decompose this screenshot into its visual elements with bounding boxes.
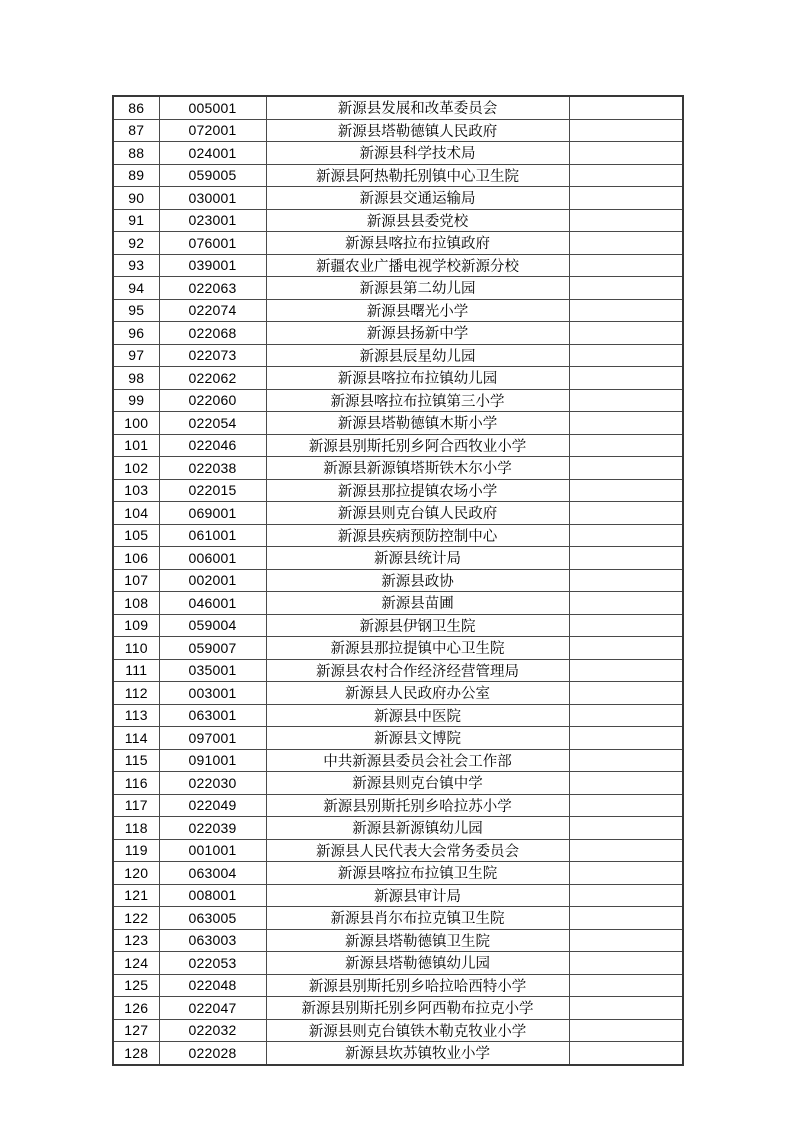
table-row	[113, 524, 683, 547]
blank-cell	[569, 704, 683, 727]
table-row	[113, 749, 683, 772]
blank-cell	[569, 929, 683, 952]
unit-code-cell: 005001	[159, 96, 266, 119]
blank-cell	[569, 254, 683, 277]
blank-cell	[569, 344, 683, 367]
blank-cell	[569, 907, 683, 930]
table-row	[113, 704, 683, 727]
unit-code-cell: 076001	[159, 232, 266, 255]
row-number-cell: 106	[113, 547, 159, 570]
blank-cell	[569, 1019, 683, 1042]
blank-cell	[569, 839, 683, 862]
blank-cell	[569, 592, 683, 615]
table-row	[113, 772, 683, 795]
table-row	[113, 389, 683, 412]
unit-code-cell: 069001	[159, 502, 266, 525]
unit-name-cell: 新源县辰星幼儿园	[266, 344, 569, 367]
unit-code-cell: 022038	[159, 457, 266, 480]
row-number-cell: 125	[113, 974, 159, 997]
blank-cell	[569, 164, 683, 187]
unit-code-cell: 039001	[159, 254, 266, 277]
row-number-cell: 128	[113, 1042, 159, 1065]
blank-cell	[569, 142, 683, 165]
unit-code-cell: 022049	[159, 794, 266, 817]
unit-code-cell: 022054	[159, 412, 266, 435]
table-row	[113, 479, 683, 502]
blank-cell	[569, 637, 683, 660]
table-row	[113, 1019, 683, 1042]
unit-code-cell: 063004	[159, 862, 266, 885]
unit-name-cell: 新源县第二幼儿园	[266, 277, 569, 300]
unit-name-cell: 新源县塔勒德镇人民政府	[266, 119, 569, 142]
row-number-cell: 109	[113, 614, 159, 637]
blank-cell	[569, 659, 683, 682]
unit-code-cell: 022030	[159, 772, 266, 795]
unit-name-cell: 新源县疾病预防控制中心	[266, 524, 569, 547]
unit-name-cell: 新源县则克台镇铁木勒克牧业小学	[266, 1019, 569, 1042]
table-row	[113, 929, 683, 952]
unit-code-cell: 001001	[159, 839, 266, 862]
blank-cell	[569, 772, 683, 795]
blank-cell	[569, 412, 683, 435]
unit-name-cell: 新源县审计局	[266, 884, 569, 907]
unit-code-cell: 046001	[159, 592, 266, 615]
table-row	[113, 344, 683, 367]
row-number-cell: 90	[113, 187, 159, 210]
unit-name-cell: 新源县农村合作经济经营管理局	[266, 659, 569, 682]
table-row	[113, 142, 683, 165]
row-number-cell: 94	[113, 277, 159, 300]
row-number-cell: 108	[113, 592, 159, 615]
unit-name-cell: 新源县苗圃	[266, 592, 569, 615]
unit-code-cell: 035001	[159, 659, 266, 682]
unit-name-cell: 新源县交通运输局	[266, 187, 569, 210]
table-row	[113, 682, 683, 705]
unit-code-cell: 022063	[159, 277, 266, 300]
table-row	[113, 592, 683, 615]
row-number-cell: 124	[113, 952, 159, 975]
table-row	[113, 187, 683, 210]
blank-cell	[569, 727, 683, 750]
table-row	[113, 1042, 683, 1065]
table-row	[113, 637, 683, 660]
row-number-cell: 105	[113, 524, 159, 547]
unit-name-cell: 新源县则克台镇人民政府	[266, 502, 569, 525]
row-number-cell: 87	[113, 119, 159, 142]
table-row	[113, 907, 683, 930]
unit-code-cell: 063005	[159, 907, 266, 930]
unit-code-cell: 097001	[159, 727, 266, 750]
row-number-cell: 121	[113, 884, 159, 907]
unit-code-cell: 059007	[159, 637, 266, 660]
unit-code-cell: 022039	[159, 817, 266, 840]
blank-cell	[569, 479, 683, 502]
table-row	[113, 502, 683, 525]
unit-code-cell: 072001	[159, 119, 266, 142]
unit-code-cell: 022060	[159, 389, 266, 412]
unit-code-cell: 022046	[159, 434, 266, 457]
table-row	[113, 119, 683, 142]
row-number-cell: 104	[113, 502, 159, 525]
row-number-cell: 99	[113, 389, 159, 412]
table-row	[113, 974, 683, 997]
unit-code-cell: 008001	[159, 884, 266, 907]
unit-code-cell: 023001	[159, 209, 266, 232]
blank-cell	[569, 322, 683, 345]
unit-name-cell: 新源县伊钢卫生院	[266, 614, 569, 637]
blank-cell	[569, 187, 683, 210]
unit-name-cell: 新源县则克台镇中学	[266, 772, 569, 795]
unit-code-cell: 002001	[159, 569, 266, 592]
table-row	[113, 254, 683, 277]
unit-code-cell: 030001	[159, 187, 266, 210]
unit-code-cell: 022053	[159, 952, 266, 975]
unit-name-cell: 新源县政协	[266, 569, 569, 592]
blank-cell	[569, 389, 683, 412]
unit-code-cell: 022068	[159, 322, 266, 345]
unit-name-cell: 新源县新源镇幼儿园	[266, 817, 569, 840]
blank-cell	[569, 367, 683, 390]
table-row	[113, 164, 683, 187]
unit-code-cell: 006001	[159, 547, 266, 570]
table-row	[113, 952, 683, 975]
unit-name-cell: 新源县坎苏镇牧业小学	[266, 1042, 569, 1065]
unit-name-cell: 新源县科学技术局	[266, 142, 569, 165]
unit-name-cell: 新源县喀拉布拉镇卫生院	[266, 862, 569, 885]
table-row	[113, 614, 683, 637]
blank-cell	[569, 96, 683, 119]
table-row	[113, 997, 683, 1020]
unit-name-cell: 新源县别斯托别乡哈拉哈西特小学	[266, 974, 569, 997]
blank-cell	[569, 862, 683, 885]
row-number-cell: 92	[113, 232, 159, 255]
unit-code-cell: 003001	[159, 682, 266, 705]
table-row	[113, 817, 683, 840]
row-number-cell: 102	[113, 457, 159, 480]
table-row	[113, 659, 683, 682]
table-row	[113, 277, 683, 300]
row-number-cell: 103	[113, 479, 159, 502]
table-row	[113, 232, 683, 255]
unit-name-cell: 新源县别斯托别乡哈拉苏小学	[266, 794, 569, 817]
row-number-cell: 118	[113, 817, 159, 840]
table-row	[113, 412, 683, 435]
unit-name-cell: 中共新源县委员会社会工作部	[266, 749, 569, 772]
row-number-cell: 91	[113, 209, 159, 232]
blank-cell	[569, 547, 683, 570]
blank-cell	[569, 749, 683, 772]
row-number-cell: 112	[113, 682, 159, 705]
row-number-cell: 88	[113, 142, 159, 165]
blank-cell	[569, 1042, 683, 1065]
table-row	[113, 727, 683, 750]
unit-code-cell: 022028	[159, 1042, 266, 1065]
unit-code-cell: 059005	[159, 164, 266, 187]
table-row	[113, 96, 683, 119]
table-row	[113, 457, 683, 480]
row-number-cell: 126	[113, 997, 159, 1020]
unit-name-cell: 新源县文博院	[266, 727, 569, 750]
table-row	[113, 547, 683, 570]
unit-name-cell: 新源县发展和改革委员会	[266, 96, 569, 119]
blank-cell	[569, 209, 683, 232]
unit-code-cell: 022032	[159, 1019, 266, 1042]
table-row	[113, 322, 683, 345]
row-number-cell: 119	[113, 839, 159, 862]
unit-name-cell: 新源县那拉提镇农场小学	[266, 479, 569, 502]
blank-cell	[569, 682, 683, 705]
table-row	[113, 884, 683, 907]
blank-cell	[569, 277, 683, 300]
blank-cell	[569, 434, 683, 457]
row-number-cell: 113	[113, 704, 159, 727]
unit-name-cell: 新源县曙光小学	[266, 299, 569, 322]
unit-code-cell: 061001	[159, 524, 266, 547]
unit-name-cell: 新源县塔勒德镇木斯小学	[266, 412, 569, 435]
unit-code-cell: 022074	[159, 299, 266, 322]
unit-name-cell: 新源县喀拉布拉镇政府	[266, 232, 569, 255]
table-row	[113, 569, 683, 592]
unit-name-cell: 新源县人民政府办公室	[266, 682, 569, 705]
unit-code-cell: 022062	[159, 367, 266, 390]
row-number-cell: 122	[113, 907, 159, 930]
unit-name-cell: 新源县统计局	[266, 547, 569, 570]
table-row	[113, 299, 683, 322]
unit-name-cell: 新疆农业广播电视学校新源分校	[266, 254, 569, 277]
row-number-cell: 127	[113, 1019, 159, 1042]
row-number-cell: 107	[113, 569, 159, 592]
unit-name-cell: 新源县别斯托别乡阿合西牧业小学	[266, 434, 569, 457]
unit-code-cell: 022048	[159, 974, 266, 997]
unit-name-cell: 新源县中医院	[266, 704, 569, 727]
row-number-cell: 89	[113, 164, 159, 187]
row-number-cell: 101	[113, 434, 159, 457]
unit-code-cell: 091001	[159, 749, 266, 772]
unit-name-cell: 新源县阿热勒托别镇中心卫生院	[266, 164, 569, 187]
row-number-cell: 86	[113, 96, 159, 119]
blank-cell	[569, 794, 683, 817]
unit-name-cell: 新源县塔勒德镇卫生院	[266, 929, 569, 952]
unit-name-cell: 新源县新源镇塔斯铁木尔小学	[266, 457, 569, 480]
row-number-cell: 110	[113, 637, 159, 660]
row-number-cell: 100	[113, 412, 159, 435]
table-row	[113, 839, 683, 862]
table-row	[113, 209, 683, 232]
unit-code-cell: 063001	[159, 704, 266, 727]
table-row	[113, 367, 683, 390]
org-code-table	[112, 95, 684, 1066]
row-number-cell: 123	[113, 929, 159, 952]
blank-cell	[569, 299, 683, 322]
row-number-cell: 95	[113, 299, 159, 322]
unit-name-cell: 新源县扬新中学	[266, 322, 569, 345]
blank-cell	[569, 232, 683, 255]
row-number-cell: 111	[113, 659, 159, 682]
table-row	[113, 434, 683, 457]
unit-code-cell: 022073	[159, 344, 266, 367]
table-row	[113, 862, 683, 885]
blank-cell	[569, 502, 683, 525]
unit-code-cell: 063003	[159, 929, 266, 952]
unit-code-cell: 022015	[159, 479, 266, 502]
row-number-cell: 97	[113, 344, 159, 367]
unit-name-cell: 新源县人民代表大会常务委员会	[266, 839, 569, 862]
unit-name-cell: 新源县喀拉布拉镇第三小学	[266, 389, 569, 412]
row-number-cell: 114	[113, 727, 159, 750]
table-row	[113, 794, 683, 817]
blank-cell	[569, 119, 683, 142]
row-number-cell: 96	[113, 322, 159, 345]
blank-cell	[569, 952, 683, 975]
unit-name-cell: 新源县塔勒德镇幼儿园	[266, 952, 569, 975]
blank-cell	[569, 997, 683, 1020]
blank-cell	[569, 457, 683, 480]
unit-code-cell: 024001	[159, 142, 266, 165]
row-number-cell: 120	[113, 862, 159, 885]
blank-cell	[569, 884, 683, 907]
blank-cell	[569, 817, 683, 840]
unit-name-cell: 新源县喀拉布拉镇幼儿园	[266, 367, 569, 390]
blank-cell	[569, 569, 683, 592]
row-number-cell: 117	[113, 794, 159, 817]
blank-cell	[569, 524, 683, 547]
row-number-cell: 116	[113, 772, 159, 795]
blank-cell	[569, 614, 683, 637]
unit-name-cell: 新源县肖尔布拉克镇卫生院	[266, 907, 569, 930]
unit-name-cell: 新源县县委党校	[266, 209, 569, 232]
unit-code-cell: 022047	[159, 997, 266, 1020]
row-number-cell: 93	[113, 254, 159, 277]
row-number-cell: 98	[113, 367, 159, 390]
blank-cell	[569, 974, 683, 997]
unit-name-cell: 新源县别斯托别乡阿西勒布拉克小学	[266, 997, 569, 1020]
unit-code-cell: 059004	[159, 614, 266, 637]
unit-name-cell: 新源县那拉提镇中心卫生院	[266, 637, 569, 660]
row-number-cell: 115	[113, 749, 159, 772]
